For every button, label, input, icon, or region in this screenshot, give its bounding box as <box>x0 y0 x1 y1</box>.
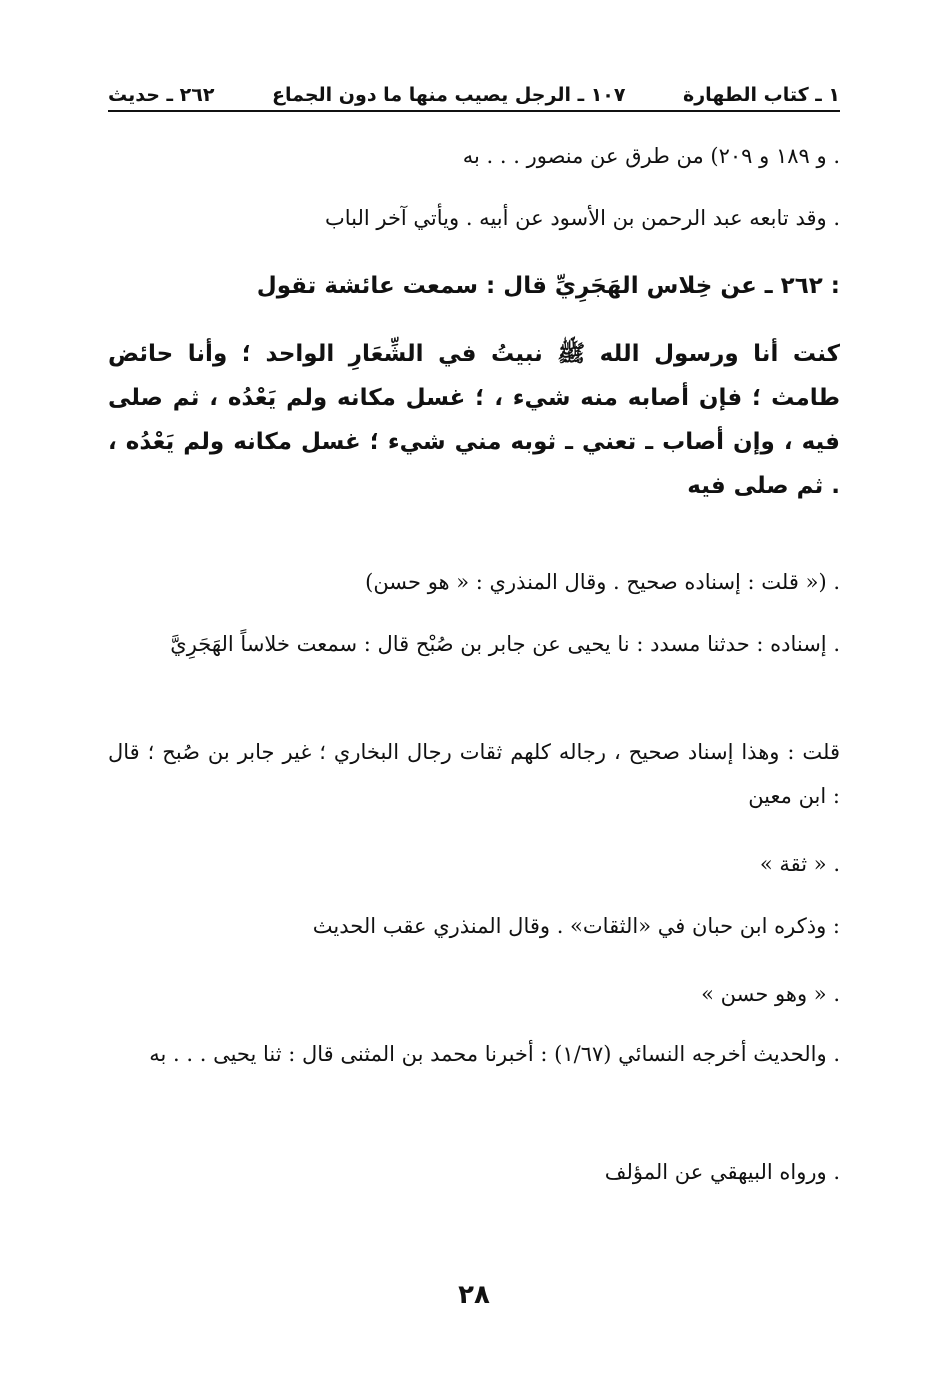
document-page <box>108 70 840 112</box>
commentary-paragraph: قلت : وهذا إسناد صحيح ، رجاله كلهم ثقات رجال البخاري ؛ غير جابر بن صُبح ؛ قال ابن معين : <box>108 740 840 808</box>
quote-thiqa: « ثقة » . <box>759 852 840 876</box>
header-hadith-number: ٢٦٢ ـ حديث <box>108 84 215 106</box>
nasai-paragraph: والحديث أخرجه النسائي (١/٦٧) : أخبرنا محمد بن المثنى قال : ثنا يحيى . . . به . <box>149 1042 840 1066</box>
paragraph-followup: وقد تابعه عبد الرحمن بن الأسود عن أبيه . ويأتي آخر الباب . <box>324 206 840 230</box>
header-book-title: ١ ـ كتاب الطهارة <box>683 84 840 106</box>
isnad-paragraph: إسناده : حدثنا مسدد : نا يحيى عن جابر بن صُبْح قال : سمعت خلاساً الهَجَرِيَّ . <box>170 632 840 656</box>
hadith-text: كنت أنا ورسول الله ﷺ نبيتُ في الشِّعَارِ الواحد ؛ وأنا حائض طامث ؛ فإن أصابه منه شيء ، ؛ غسل مكانه ولم يَعْدُه ، ثم صلى فيه ، وإن أصاب ـ تعني ـ ثوبه مني شيء ؛ غسل مكانه ولم يَعْدُه ، ثم صلى فيه . <box>108 341 840 499</box>
quote-hasan: « وهو حسن » . <box>701 982 840 1006</box>
page-number: ٢٨ <box>458 1280 490 1310</box>
bayhaqi-paragraph: ورواه البيهقي عن المؤلف . <box>604 1160 840 1184</box>
running-header <box>108 70 840 112</box>
paragraph-references: و ١٨٩ و ٢٠٩) من طرق عن منصور . . . به . <box>462 144 840 168</box>
grading-note: (قلت : إسناده صحيح . وقال المنذري : « هو حسن ») . <box>365 570 840 594</box>
hadith-heading: ٢٦٢ ـ عن خِلاس الهَجَرِيِّ قال : سمعت عائشة تقول : <box>256 273 840 299</box>
ibn-hibban-paragraph: وذكره ابن حبان في «الثقات» . وقال المنذري عقب الحديث : <box>312 914 840 938</box>
header-chapter-title: ١٠٧ ـ الرجل يصيب منها ما دون الجماع <box>271 84 626 106</box>
